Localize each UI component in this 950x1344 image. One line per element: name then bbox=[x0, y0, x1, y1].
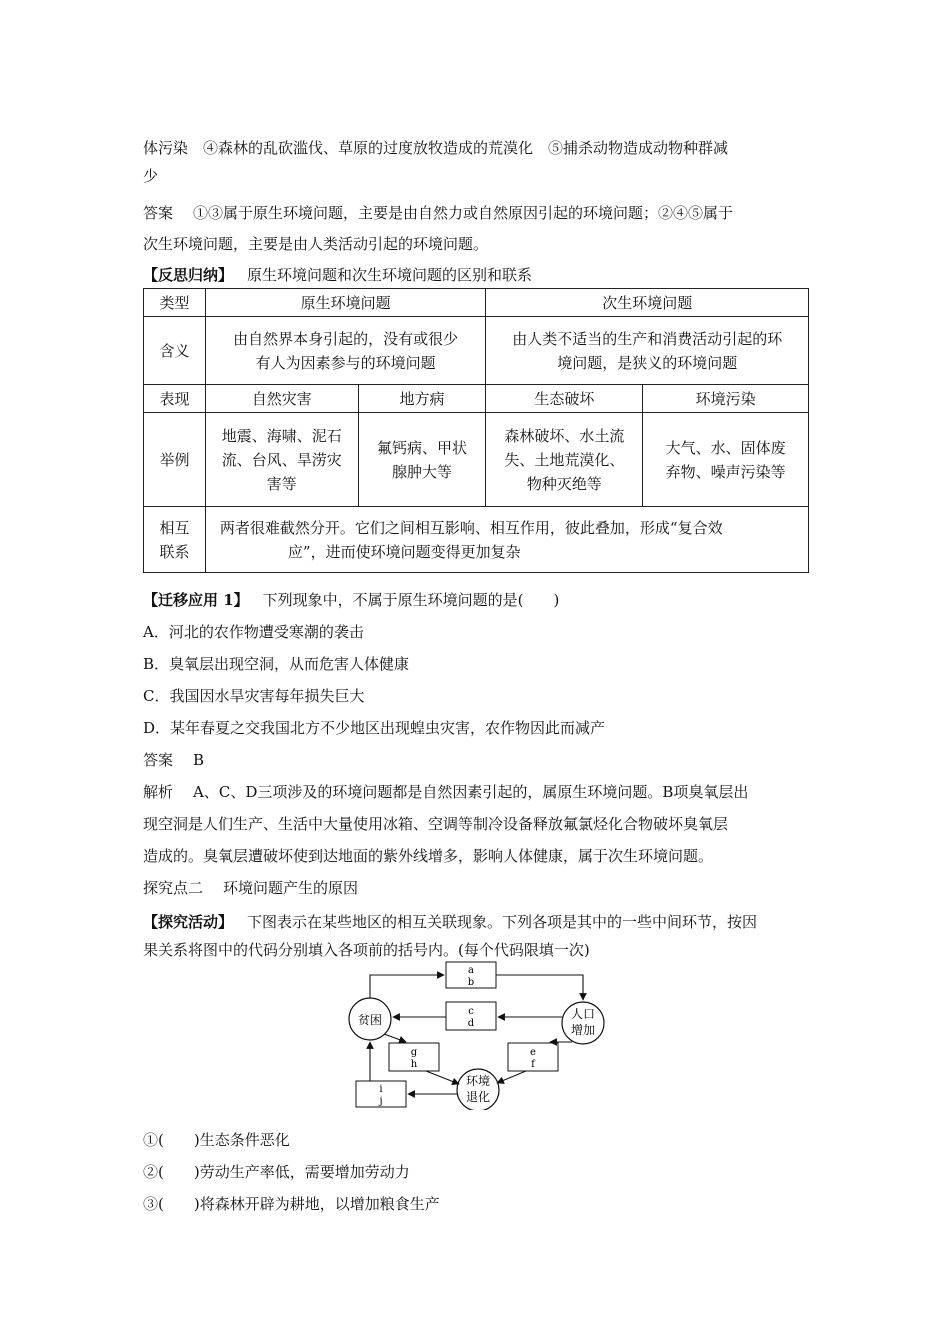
practice-tag: 【迁移应用 1】 bbox=[143, 591, 249, 609]
relation-line: 应”，进而使环境问题变得更加复杂 bbox=[287, 542, 521, 561]
activity-line-2: 果关系将图中的代码分别填入各项前的括号内。(每个代码限填一次) bbox=[143, 941, 590, 959]
section-title: 环境问题产生的原因 bbox=[223, 879, 359, 897]
table-row bbox=[144, 385, 809, 413]
code-j: j bbox=[379, 1096, 383, 1107]
code-b: b bbox=[467, 977, 475, 988]
row-relation-label bbox=[144, 507, 206, 573]
arrow-gh-to-environment bbox=[426, 1071, 459, 1084]
header-type: 类型 bbox=[144, 289, 206, 317]
intro-line-2: 少 bbox=[143, 167, 159, 185]
form-endemic-disease: 地方病 bbox=[358, 385, 486, 413]
code-d: d bbox=[467, 1018, 475, 1029]
intro-line-1: 体污染 ④森林的乱砍滥伐、草原的过度放牧造成的荒漠化 ⑤捕杀动物造成动物种群减 bbox=[143, 139, 729, 157]
fill-item-1: ①( )生态条件恶化 bbox=[143, 1131, 290, 1149]
reflection-heading bbox=[143, 265, 532, 285]
example-line: 氟钙病、甲状 bbox=[377, 438, 468, 457]
example-line: 失、土地荒漠化、 bbox=[504, 450, 625, 469]
table-row bbox=[144, 507, 809, 573]
code-h: h bbox=[410, 1059, 418, 1070]
row-meaning-label: 含义 bbox=[144, 317, 206, 385]
option-b: B．臭氧层出现空洞，从而危害人体健康 bbox=[143, 655, 410, 673]
example-2 bbox=[358, 413, 486, 507]
form-pollution: 环境污染 bbox=[643, 385, 809, 413]
answer-1-line-1 bbox=[143, 203, 733, 223]
table-row bbox=[144, 289, 809, 317]
table-row bbox=[144, 317, 809, 385]
practice-heading bbox=[143, 590, 559, 610]
reflection-title: 原生环境问题和次生环境问题的区别和联系 bbox=[247, 266, 533, 284]
header-primary: 原生环境问题 bbox=[205, 289, 486, 317]
relation-text bbox=[205, 507, 808, 573]
example-line: 地震、海啸、泥石 bbox=[221, 426, 342, 445]
secondary-meaning bbox=[486, 317, 809, 385]
activity-text: 下图表示在某些地区的相互关联现象。下列各项是其中的一些中间环节，按因 bbox=[247, 913, 758, 931]
example-4 bbox=[643, 413, 809, 507]
option-c: C．我国因水旱灾害每年损失巨大 bbox=[143, 687, 365, 705]
practice-answer bbox=[143, 750, 204, 770]
practice-question: 下列现象中，不属于原生环境问题的是( ) bbox=[262, 591, 560, 609]
answer-value: B bbox=[193, 751, 205, 769]
fill-item-3: ③( )将森林开辟为耕地，以增加粮食生产 bbox=[143, 1195, 440, 1213]
answer-label: 答案 bbox=[143, 204, 174, 222]
activity-line-1 bbox=[143, 912, 757, 932]
arrow-poverty-to-ab bbox=[370, 975, 444, 998]
row-example-label: 举例 bbox=[144, 413, 206, 507]
form-natural-disaster: 自然灾害 bbox=[205, 385, 358, 413]
section-2-heading bbox=[143, 878, 358, 898]
example-line: 腺肿大等 bbox=[392, 462, 453, 481]
primary-meaning bbox=[205, 317, 486, 385]
section-label: 探究点二 bbox=[143, 879, 204, 897]
header-secondary: 次生环境问题 bbox=[486, 289, 809, 317]
example-line: 森林破坏、水土流 bbox=[504, 426, 625, 445]
population-label-1: 人口 bbox=[570, 1007, 596, 1021]
poverty-label: 贫困 bbox=[357, 1013, 383, 1027]
analysis-line-2: 现空洞是人们生产、生活中大量使用冰箱、空调等制冷设备释放氟氯烃化合物破坏臭氧层 bbox=[143, 815, 729, 833]
summary-table bbox=[143, 288, 809, 573]
analysis-text: A、C、D三项涉及的环境问题都是自然因素引起的，属原生环境问题。B项臭氧层出 bbox=[193, 783, 749, 801]
code-c: c bbox=[468, 1006, 474, 1017]
option-d: D．某年春夏之交我国北方不少地区出现蝗虫灾害，农作物因此而减产 bbox=[143, 719, 606, 737]
example-line: 弃物、噪声污染等 bbox=[665, 462, 786, 481]
causal-diagram bbox=[340, 960, 640, 1110]
row-form-label: 表现 bbox=[144, 385, 206, 413]
code-i: i bbox=[379, 1084, 383, 1095]
answer-1-line-2: 次生环境问题，主要是由人类活动引起的环境问题。 bbox=[143, 235, 489, 253]
analysis-line-1 bbox=[143, 782, 748, 802]
example-line: 大气、水、固体废 bbox=[665, 438, 786, 457]
code-e: e bbox=[530, 1047, 536, 1058]
relation-line: 两者很难截然分开。它们之间相互影响、相互作用，彼此叠加，形成“复合效 bbox=[219, 518, 723, 537]
environment-label-2: 退化 bbox=[465, 1090, 491, 1104]
analysis-line-3: 造成的。臭氧层遭破坏使到达地面的紫外线增多，影响人体健康，属于次生环境问题。 bbox=[143, 847, 714, 865]
arrow-ef-to-environment bbox=[497, 1071, 526, 1083]
population-label-2: 增加 bbox=[570, 1023, 596, 1037]
table-row bbox=[144, 413, 809, 507]
primary-meaning-line: 由自然界本身引起的，没有或很少 bbox=[233, 329, 459, 348]
arrow-ab-to-population bbox=[496, 975, 583, 1000]
primary-meaning-line: 有人为因素参与的环境问题 bbox=[255, 353, 436, 372]
reflection-tag: 【反思归纳】 bbox=[143, 266, 234, 284]
example-3 bbox=[486, 413, 643, 507]
example-line: 物种灭绝等 bbox=[526, 474, 602, 493]
form-ecological-damage: 生态破坏 bbox=[486, 385, 643, 413]
example-1 bbox=[205, 413, 358, 507]
option-a: A．河北的农作物遭受寒潮的袭击 bbox=[143, 623, 364, 641]
answer-label: 答案 bbox=[143, 751, 174, 769]
analysis-label: 解析 bbox=[143, 783, 174, 801]
fill-item-2: ②( )劳动生产率低，需要增加劳动力 bbox=[143, 1163, 410, 1181]
code-a: a bbox=[468, 965, 474, 976]
example-line: 害等 bbox=[266, 474, 297, 493]
activity-tag: 【探究活动】 bbox=[143, 913, 234, 931]
answer-text: ①③属于原生环境问题，主要是由自然力或自然原因引起的环境问题；②④⑤属于 bbox=[193, 204, 734, 222]
relation-label-line: 联系 bbox=[159, 542, 190, 561]
code-f: f bbox=[531, 1059, 535, 1070]
secondary-meaning-line: 由人类不适当的生产和消费活动引起的环 bbox=[512, 329, 783, 348]
example-line: 流、台风、旱涝灾 bbox=[221, 450, 342, 469]
environment-label-1: 环境 bbox=[465, 1074, 491, 1088]
code-g: g bbox=[410, 1047, 418, 1058]
arrow-poverty-to-gh bbox=[384, 1034, 406, 1042]
secondary-meaning-line: 境问题，是狭义的环境问题 bbox=[557, 353, 738, 372]
relation-label-line: 相互 bbox=[159, 518, 190, 537]
